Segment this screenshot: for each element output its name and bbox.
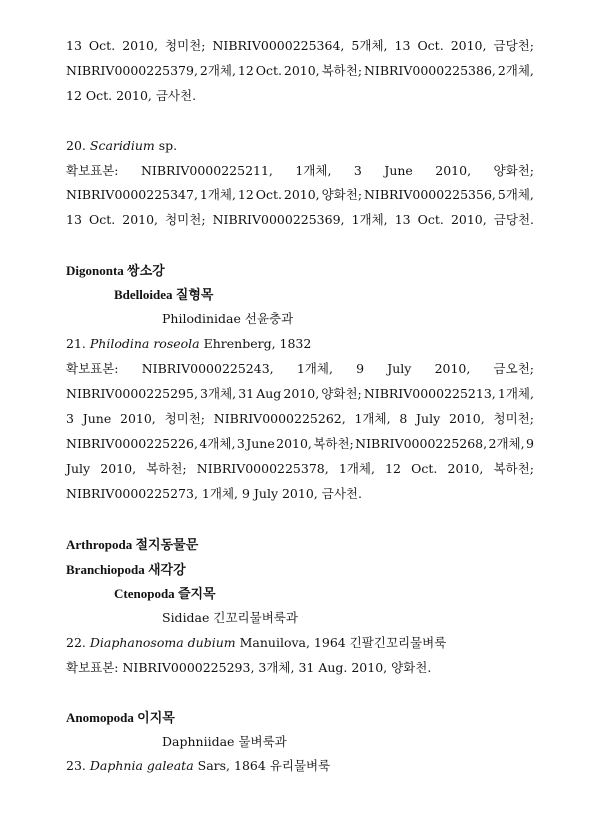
species-author: Sars, 1864 [197,758,266,773]
class-latin: Branchiopoda [66,562,145,577]
record-word: 확보표본: [66,163,119,178]
record-word: 청미천; [164,411,205,426]
record-line [66,187,534,203]
record-word: Aug [256,386,282,401]
family-latin: Daphniidae [162,734,235,749]
record-word: NIBRIV0000225379, [66,63,198,78]
record-word: 9 [356,361,365,376]
order-latin: Ctenopoda [114,586,175,601]
record-word: 2010, [283,187,320,202]
family-heading [162,610,534,626]
record-word: NIBRIV0000225369, [212,212,345,227]
record-word: 금당천. [493,212,534,227]
record-word: NIBRIV0000225378, [196,461,329,476]
order-korean: 이지목 [137,710,175,725]
record-word: Oct. [417,38,444,53]
record-word: 2010, [450,212,487,227]
species-entry-23 [66,758,534,774]
record-word: 양화천; [493,163,534,178]
species-korean: 유리물벼룩 [269,758,331,773]
record-line [66,38,534,54]
record-word: 청미천; [165,38,206,53]
phylum-heading [66,537,534,553]
record-word: 13 [394,38,411,53]
record-word: 2010, [122,212,159,227]
species-author: Manuilova, 1964 [239,635,346,650]
record-word: Oct. [411,461,438,476]
species-author: Ehrenberg, 1832 [203,336,312,351]
record-word: 금오천; [493,361,534,376]
record-word: 2010, [447,461,484,476]
family-heading [162,311,534,327]
order-latin: Bdelloidea [114,287,173,302]
record-word: 확보표본: [66,361,119,376]
record-word: 복하천; [146,461,187,476]
record-line [66,163,534,179]
record-word: NIBRIV0000225268, [355,436,488,451]
record-word: 2개체, [497,63,534,78]
family-heading [162,734,534,750]
record-word: Oct. [88,38,116,53]
record-word: 1개체, [199,187,236,202]
record-word: 13 [66,212,82,227]
record-word: 1개체, [354,411,391,426]
record-line [66,436,534,452]
order-korean: 즐지목 [177,586,216,601]
record-word: 금당천; [493,38,534,53]
record-word: 양화천; [321,386,362,401]
record-word: July [66,461,91,476]
record-line [66,361,534,377]
species-name: Philodina roseola [89,336,200,351]
order-heading [114,287,534,303]
order-korean: 질형목 [175,287,214,302]
record-word: 1개체, [296,361,333,376]
record-word: 복하천; [313,436,354,451]
family-korean: 긴꼬리물벼룩과 [213,610,298,625]
record-word: NIBRIV0000225364, [212,38,345,53]
record-word: 13 [66,38,82,53]
phylum-latin: Arthropoda [66,537,133,552]
entry-number: 21. [66,336,86,351]
record-word: 복하천; [321,63,363,78]
record-word: 8 [399,411,408,426]
record-word: 5개체, [351,38,388,53]
record-line: 12 Oct. 2010, 금사천. [66,88,197,103]
record-word: 2010, [435,163,472,178]
record-word: 12 [385,461,401,476]
class-latin: Digononta [66,263,124,278]
record-word: 1개체, [295,163,332,178]
record-word: 3 [236,436,245,451]
record-word: 2010, [283,386,320,401]
record-word: 2010, [120,411,156,426]
order-latin: Anomopoda [66,710,134,725]
record-line [66,461,534,477]
record-word: NIBRIV0000225386, [363,63,496,78]
species-entry-21 [66,336,534,352]
species-korean: 긴팔긴꼬리물벼룩 [349,635,447,650]
record-word: Oct. [255,63,282,78]
record-word: Oct. [417,212,444,227]
record-word: July [416,411,441,426]
species-entry-22 [66,635,534,651]
record-word: 13 [394,212,411,227]
record-word: 청미천; [165,212,206,227]
record-word: 3개체, [200,386,237,401]
record-word: NIBRIV0000225213, [363,386,496,401]
record-word: 2010, [276,436,312,451]
record-word: NIBRIV0000225295, [66,386,198,401]
record-line: 확보표본: NIBRIV0000225293, 3개체, 31 Aug. 2010, 양화천. [66,660,432,675]
record-word: Oct. [88,212,116,227]
record-word: NIBRIV0000225347, [66,187,198,202]
record-word: NIBRIV0000225211, [140,163,273,178]
record-word: 2010, [283,63,320,78]
record-word: 2010, [448,411,485,426]
record-word: July [387,361,412,376]
class-heading [66,263,534,279]
class-korean: 쌍소강 [127,263,165,278]
species-name: Diaphanosoma dubium [89,635,236,650]
record-word: 9 [526,436,534,451]
record-word: 2010, [100,461,137,476]
record-word: 2개체, [199,63,236,78]
family-korean: 물벼룩과 [238,734,287,749]
record-word: 31 [238,386,255,401]
record-word: 3 [66,411,74,426]
record-word: June [384,163,413,178]
record-word: 2010, [122,38,158,53]
entry-number: 20. [66,138,86,153]
species-suffix: sp. [158,138,178,153]
record-word: 복하천; [493,461,534,476]
entry-number: 23. [66,758,86,773]
family-latin: Philodinidae [162,311,241,326]
record-word: 12 [237,63,254,78]
order-heading [66,710,534,726]
record-line: NIBRIV0000225273, 1개체, 9 July 2010, 금사천. [66,486,362,501]
record-word: NIBRIV0000225243, [141,361,274,376]
record-line [66,63,534,79]
record-word: 청미천; [493,411,534,426]
record-line [66,411,534,427]
record-word: NIBRIV0000225356, [363,187,496,202]
record-word: 12 [237,187,254,202]
record-word: 1개체, [497,386,534,401]
record-word: June [246,436,275,451]
phylum-korean: 절지동물문 [135,537,199,552]
species-entry-20 [66,138,534,154]
record-word: 5개체, [497,187,534,202]
record-word: NIBRIV0000225226, [66,436,198,451]
species-name: Daphnia galeata [89,758,194,773]
family-korean: 선윤충과 [244,311,294,326]
class-korean: 새각강 [148,562,186,577]
record-line [66,386,534,402]
family-latin: Sididae [162,610,210,625]
record-word: 4개체, [199,436,236,451]
order-heading [114,586,534,602]
record-word: 2010, [450,38,487,53]
record-word: NIBRIV0000225262, [213,411,346,426]
record-word: 2010, [434,361,471,376]
record-word: 2개체, [488,436,525,451]
record-word: Oct. [255,187,282,202]
genus-name: Scaridium [89,138,155,153]
record-word: 1개체, [351,212,388,227]
class-heading [66,562,534,578]
record-word: 양화천; [321,187,363,202]
record-line [66,212,534,228]
entry-number: 22. [66,635,86,650]
record-word: June [82,411,112,426]
record-word: 3 [353,163,362,178]
record-word: 1개체, [338,461,375,476]
